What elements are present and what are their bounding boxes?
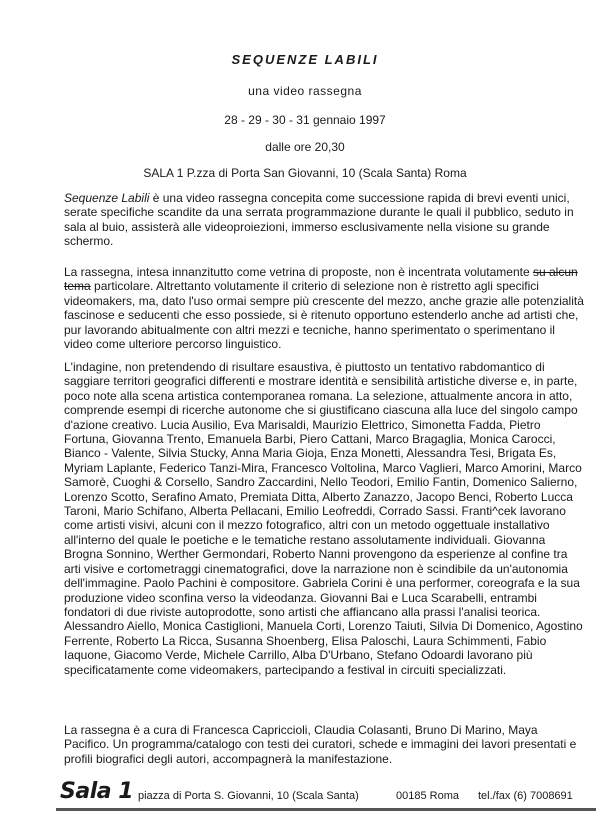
paragraph-curators: La rassegna è a cura di Francesca Capriccioli, Claudia Colasanti, Bruno Di Marino, Maya Pacifico. Un programma/catalogo con testi dei curatori, schede e immagini dei lavori presentati e profili biografici degli autori, accompagnerà la manifestazione. [64, 723, 577, 766]
intro-title-italic: Sequenze Labili [64, 191, 150, 205]
footer-rule [56, 808, 596, 811]
sala1-logo: Sala 1 [60, 779, 134, 804]
paragraph-selection-criteria [64, 265, 584, 351]
footer-address: piazza di Porta S. Giovanni, 10 (Scala Santa) [138, 790, 359, 802]
document-title: SEQUENZE LABILI [231, 52, 379, 67]
footer-cap-city: 00185 Roma [396, 790, 459, 802]
footer-telfax: tel./fax (6) 7008691 [478, 790, 573, 802]
paragraph-artists: L'indagine, non pretendendo di risultare esaustiva, è piuttosto un tentativo rabdomantico di saggiare territori geografici differenti e mostrare identità e sensibilità artistiche diverse e, in parte, poco note alla scena artistica contemporanea romana. La selezione, attualmente ancora in atto, comprende esempi di ricerche autonome che si giustificano ciascuna alla luce del singolo campo d'azione creativo. Lucia Ausilio, Eva Marisaldi, Maurizio Elettrico, Simonetta Fadda, Pietro Fortuna, Giovanna Trento, Emanuela Barbi, Piero Cattani, Marco Bragaglia, Monica Carocci, Bianco - Valente, Silvia Stucky, Anna Maria Gioja, Enza Monetti, Alessandra Tesi, Brigata Es, Myriam Laplante, Federico Tanzi-Mira, Francesco Voltolina, Marco Vaglieri, Marco Amorini, Marco Samorè, Cuoghi & Corsello, Sandro Zaccardini, Nello Teodori, Emilio Fantin, Domenico Salierno, Lorenzo Scotto, Serafino Amato, Premiata Ditta, Alberto Zanazzo, Jacopo Benci, Roberto Lucca Taroni, Mario Schifano, Alberta Pellacani, Emilio Leofreddi, Corrado Sassi. Franti^cek lavorano come artisti visivi, alcuni con il mezzo fotografico, altri con un metodo oggettuale installativo all'interno del quale le poetiche e le tematiche restano assolutamente individuali. Giovanna Brogna Sonnino, Werther Germondari, Roberto Nanni provengono da esperienze al confine tra arti visive e cortometraggi cinematografici, dove la narrazione non è scindibile da un'autonomia dell'immagine. Paolo Pachini è compositore. Gabriela Corini è una performer, coreografa e la sua produzione video sconfina verso la videodanza. Giovanni Bai e Luca Scarabelli, entrambi fondatori di due riviste autoprodotte, sono artisti che affiancano alla prassi l'analisi teorica. Alessandro Aiello, Monica Castiglioni, Manuela Corti, Lorenzo Taiuti, Silvia Di Domenico, Agostino Ferrente, Roberto La Ricca, Susanna Shoenberg, Elisa Paloschi, Laura Schimmenti, Fabio Iaquone, Giacomo Verde, Michele Carrillo, Alba D'Urbano, Stefano Odoardi lavorano più specificatamente come videomakers, partecipando a festival in circuiti specializzati. [64, 360, 583, 677]
event-dates: 28 - 29 - 30 - 31 gennaio 1997 [224, 113, 386, 127]
document-subtitle: una video rassegna [248, 84, 362, 98]
criteria-text-b: particolare. Altrettanto volutamente il criterio di selezione non è ristretto agli specifici videomakers, ma, dato l'uso ormai sempre più crescente del mezzo, anche grazie alle potenzialità fascinose e seducenti che esso possiede, si è ritenuto opportuno estenderlo anche ad artisti che, pur lavorando abitualmente con altri mezzi e tecniche, hanno sperimentato o sperimentano il video come ulteriore percorso linguistico. [64, 279, 584, 352]
criteria-struck-text: su alcun tema [64, 265, 578, 294]
event-time: dalle ore 20,30 [265, 140, 345, 154]
letterhead-footer [60, 779, 600, 806]
intro-text: è una video rassegna concepita come successione rapida di brevi eventi unici, serate specifiche scandite da una serrata programmazione durante le quali il pubblico, seduto in sala al buio, assisterà alle videoproiezioni, immerso esclusivamente nella visione su grande schermo. [64, 191, 574, 249]
criteria-text-a: La rassegna, intesa innanzitutto come vetrina di proposte, non è incentrata volutamente [64, 265, 533, 279]
event-venue: SALA 1 P.zza di Porta San Giovanni, 10 (Scala Santa) Roma [143, 166, 467, 180]
paragraph-intro [64, 191, 584, 249]
